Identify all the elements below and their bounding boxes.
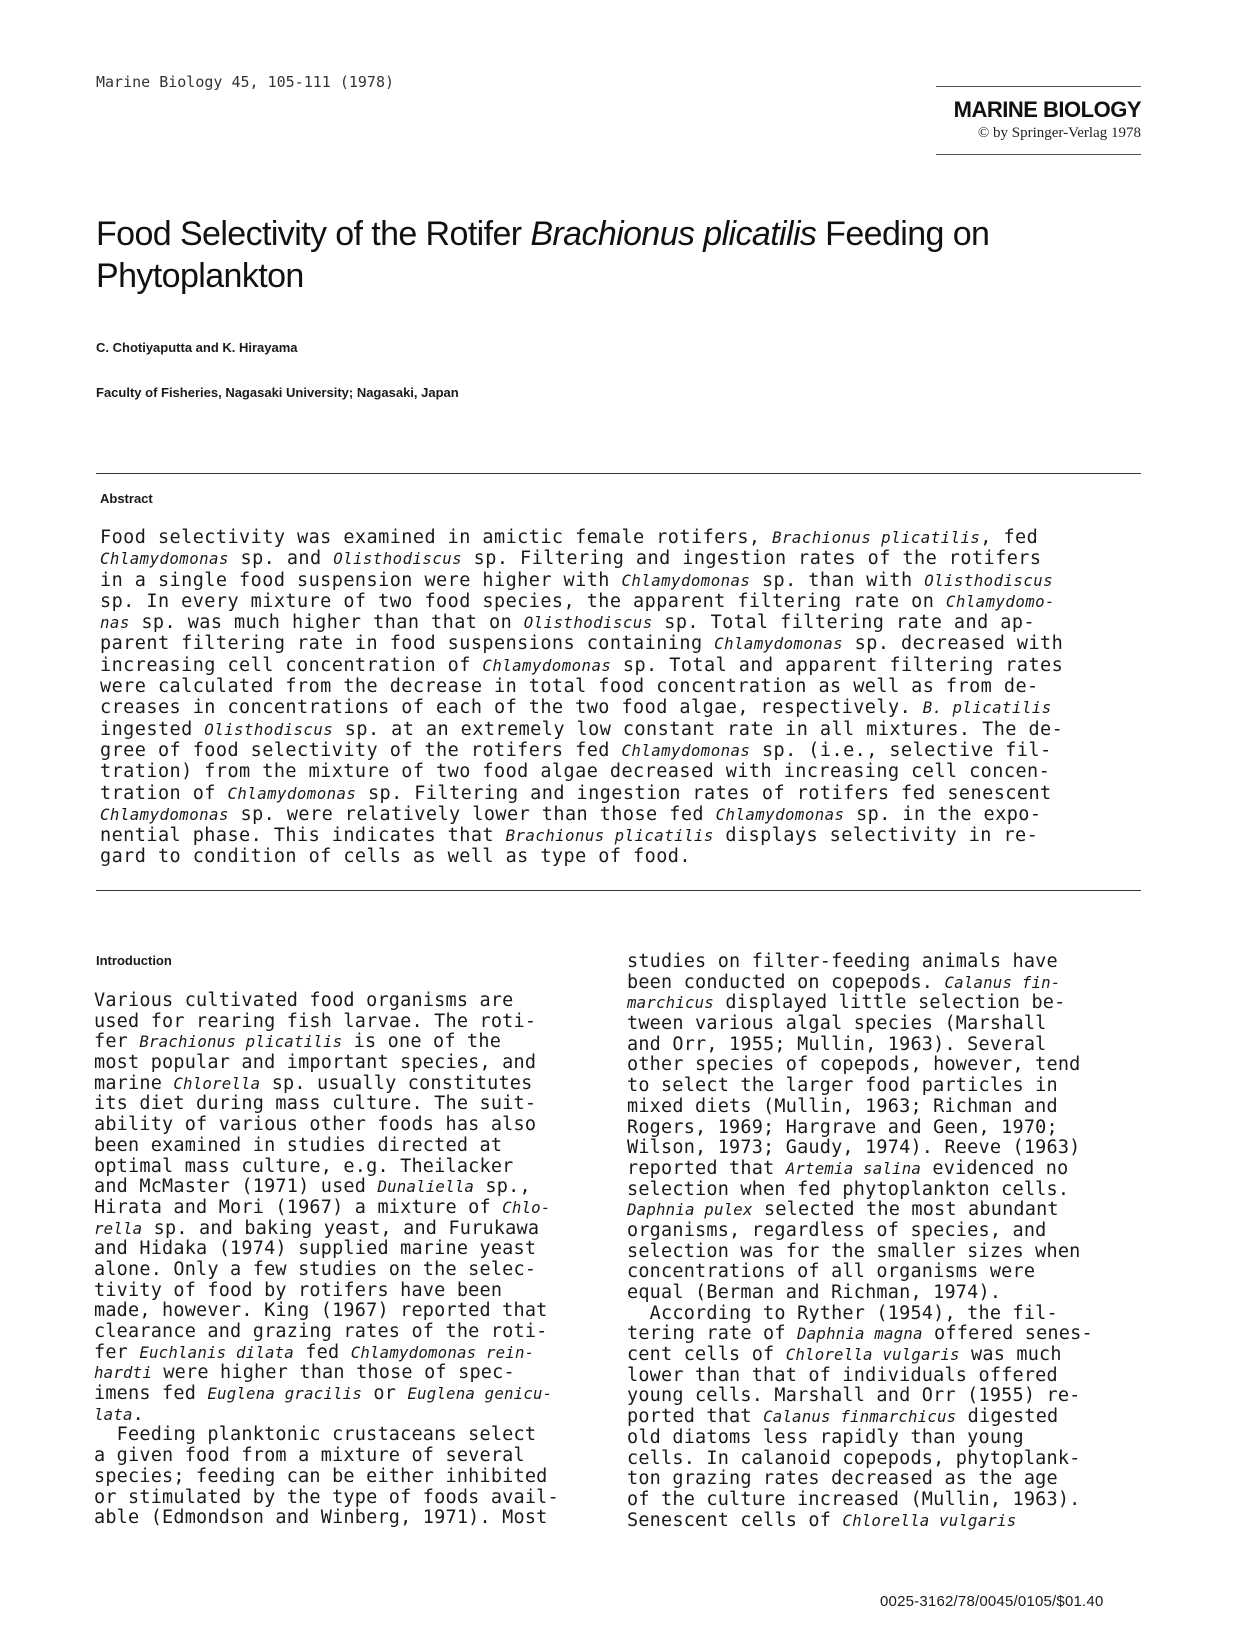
text-line (627, 1449, 1147, 1470)
text-run: sp. and (228, 548, 334, 570)
text-run: alone. Only a few studies on the selec- (94, 1258, 537, 1280)
species-name: rella (94, 1218, 143, 1238)
text-line (94, 1032, 614, 1053)
text-run: Wilson, 1973; Gaudy, 1974). Reeve (1963) (627, 1137, 1081, 1159)
text-run: or (362, 1383, 408, 1405)
species-name: Calanus finmarchicus (763, 1407, 957, 1427)
text-line (627, 1386, 1147, 1407)
text-run: sp. Filtering and ingestion rates of the rotifers (462, 548, 1042, 570)
text-run: sp. Filtering and ingestion rates of rotifers fed senescent (356, 782, 1052, 804)
text-line (100, 846, 1140, 867)
text-run: imens fed (94, 1383, 208, 1405)
text-line (627, 1076, 1147, 1097)
text-run: sp., (474, 1176, 531, 1198)
text-run: tween various algal species (Marshall (627, 1013, 1047, 1035)
text-run: sp. at an extremely low constant rate in all mixtures. The de- (333, 718, 1064, 740)
text-line (627, 1180, 1147, 1201)
text-run: tration) from the mixture of two food algae decreased with increasing cell concen- (100, 761, 1051, 783)
species-name: Chlorella vulgaris (842, 1510, 1017, 1530)
species-name: Daphnia magna (797, 1324, 923, 1344)
text-line (100, 633, 1140, 654)
text-run: cells. In calanoid copepods, phytoplank- (627, 1447, 1081, 1469)
text-line (94, 1012, 614, 1033)
text-run: nential phase. This indicates that (100, 825, 506, 847)
text-line (100, 676, 1140, 697)
text-run: Food selectivity was examined in amictic female rotifers, (100, 527, 773, 548)
text-run: other species of copepods, however, tend (627, 1054, 1081, 1076)
text-line (94, 1301, 614, 1322)
text-line (627, 1200, 1147, 1221)
text-line (94, 1074, 614, 1095)
species-name: Olisthodiscus (204, 719, 334, 739)
species-name: Calanus fin- (944, 972, 1061, 992)
text-run: species; feeding can be either inhibited (94, 1465, 548, 1487)
text-line (94, 991, 614, 1012)
text-run: and Orr, 1955; Mullin, 1963). Several (627, 1033, 1047, 1055)
text-line (94, 1384, 614, 1405)
text-run: offered senes- (922, 1323, 1093, 1345)
text-line (94, 1239, 614, 1260)
text-line (100, 761, 1140, 782)
text-run: been examined in studies directed at (94, 1134, 503, 1156)
text-run: , fed (980, 527, 1039, 548)
text-line (100, 804, 1140, 825)
text-line (94, 1363, 614, 1384)
text-line (100, 570, 1140, 591)
text-run: studies on filter-feeding animals have (627, 951, 1058, 972)
text-line (100, 697, 1140, 718)
species-name: Euchlanis dilata (139, 1342, 294, 1362)
text-run: selection when fed phytoplankton cells. (627, 1178, 1070, 1200)
text-line (94, 1467, 614, 1488)
text-line (627, 952, 1147, 973)
species-name: Chlamydomonas (100, 549, 229, 569)
text-run: optimal mass culture, e.g. Theilacker (94, 1155, 514, 1177)
text-line (627, 1304, 1147, 1325)
abstract-heading: Abstract (100, 491, 153, 506)
text-run: reported that (627, 1157, 786, 1179)
text-run: sp. (i.e., selective fil- (750, 739, 1052, 761)
text-line (627, 1490, 1147, 1511)
text-line (100, 825, 1140, 846)
species-name: B. plicatilis (922, 698, 1052, 718)
text-run: Various cultivated food organisms are (94, 990, 514, 1011)
text-line (100, 740, 1140, 761)
text-run: Rogers, 1969; Hargrave and Geen, 1970; (627, 1116, 1058, 1138)
text-run: organisms, regardless of species, and (627, 1219, 1047, 1241)
text-line (100, 591, 1140, 612)
species-name: Artemia salina (785, 1158, 922, 1178)
text-line (94, 1446, 614, 1467)
text-line (94, 1260, 614, 1281)
text-run: . (132, 1403, 144, 1425)
text-run: fed (293, 1341, 351, 1363)
journal-citation: Marine Biology 45, 105-111 (1978) (96, 73, 395, 91)
author-list: C. Chotiyaputta and K. Hirayama (96, 340, 298, 355)
text-line (100, 527, 1140, 548)
text-line (94, 1343, 614, 1364)
text-run: to select the larger food particles in (627, 1075, 1058, 1097)
text-run: mixed diets (Mullin, 1963; Richman and (627, 1095, 1058, 1117)
text-run: old diatoms less rapidly than young (627, 1426, 1024, 1448)
text-run: sp. usually constitutes (260, 1072, 533, 1094)
species-name: Chlo- (502, 1197, 551, 1217)
text-run: Hirata and Mori (1967) a mixture of (94, 1196, 503, 1218)
text-run: used for rearing fish larvae. The roti- (94, 1010, 537, 1032)
text-line (627, 1283, 1147, 1304)
text-run: Senescent cells of (627, 1509, 843, 1531)
text-run: creases in concentrations of each of the two food algae, respectively. (100, 697, 923, 719)
species-name: Chlamydomonas (100, 804, 229, 824)
species-name: Chlorella vulgaris (785, 1345, 960, 1365)
text-line (627, 993, 1147, 1014)
text-line (94, 1322, 614, 1343)
text-run: sp. In every mixture of two food species, the apparent filtering rate on (100, 590, 946, 612)
text-run: sp. in the expo- (844, 803, 1042, 825)
introduction-column-left (94, 991, 614, 1529)
introduction-heading: Introduction (96, 953, 172, 968)
text-run: digested (956, 1406, 1059, 1428)
text-run: ingested (100, 718, 205, 740)
text-run: increasing cell concentration of (100, 654, 483, 676)
species-name: Olisthodiscus (333, 549, 463, 569)
text-line (100, 655, 1140, 676)
text-run: made, however. King (1967) reported that (94, 1300, 548, 1322)
text-run: able (Edmondson and Winberg, 1971). Most (94, 1507, 548, 1529)
species-name: hardti (94, 1363, 152, 1383)
text-run: sp. Total and apparent filtering rates (611, 654, 1064, 676)
text-run: sp. decreased with (843, 633, 1064, 655)
text-run: ton grazing rates decreased as the age (627, 1468, 1058, 1490)
text-run: a given food from a mixture of several (94, 1445, 525, 1467)
text-run: in a single food suspension were higher with (100, 569, 622, 591)
text-run: equal (Berman and Richman, 1974). (627, 1282, 1002, 1303)
species-name: Euglena genicu- (407, 1384, 553, 1404)
text-run: and Hidaka (1974) supplied marine yeast (94, 1238, 537, 1260)
text-run: fer (94, 1031, 140, 1053)
article-title (96, 213, 996, 297)
text-line (627, 1366, 1147, 1387)
text-run: sp. and baking yeast, and Furukawa (142, 1217, 540, 1239)
text-run: ported that (627, 1406, 764, 1428)
text-line (94, 1508, 614, 1529)
text-line (94, 1425, 614, 1446)
species-name: Olisthodiscus (523, 613, 653, 633)
species-name: Chlamydomonas (482, 655, 612, 675)
abstract-top-rule (96, 473, 1141, 474)
text-line (94, 1198, 614, 1219)
species-name: Brachionus plicatilis (772, 528, 981, 547)
text-line (94, 1053, 614, 1074)
title-text-end: Feeding on Phytoplankton (96, 215, 990, 295)
text-line (627, 1221, 1147, 1242)
text-run: displayed little selection be- (713, 992, 1066, 1014)
text-run: were calculated from the decrease in total food concentration as well as from de- (100, 676, 1039, 698)
text-run: its diet during mass culture. The suit- (94, 1093, 537, 1115)
species-name: Chlamydomonas rein- (350, 1342, 535, 1362)
species-name: Chlamydomonas (715, 804, 845, 824)
text-run: fer (94, 1341, 140, 1363)
text-line (627, 1242, 1147, 1263)
text-run: selected the most abundant (752, 1199, 1059, 1221)
text-line (94, 1405, 614, 1426)
text-line (627, 1138, 1147, 1159)
text-line (627, 1407, 1147, 1428)
text-run: young cells. Marshall and Orr (1955) re- (627, 1385, 1081, 1407)
text-run: most popular and important species, and (94, 1052, 537, 1074)
abstract-body (100, 527, 1140, 868)
text-line (94, 1488, 614, 1509)
text-line (627, 1014, 1147, 1035)
species-name: Brachionus plicatilis (139, 1032, 343, 1052)
species-name: Chlamydomonas (621, 740, 751, 760)
text-line (627, 1035, 1147, 1056)
text-run: displays selectivity in re- (713, 825, 1039, 847)
text-run: cent cells of (627, 1344, 786, 1366)
journal-masthead (936, 86, 1141, 155)
species-name: Chlamydomo- (945, 591, 1055, 611)
text-run: or stimulated by the type of foods avail- (94, 1486, 559, 1508)
title-text-start: Food Selectivity of the Rotifer (96, 215, 531, 253)
text-run: been conducted on copepods. (627, 971, 945, 993)
text-line (627, 1055, 1147, 1076)
text-line (100, 612, 1140, 633)
text-line (627, 1511, 1147, 1532)
text-line (627, 1159, 1147, 1180)
species-name: Chlamydomonas (621, 570, 751, 590)
species-name: Chlorella (173, 1073, 261, 1093)
text-line (94, 1157, 614, 1178)
text-line (627, 1097, 1147, 1118)
abstract-bottom-rule (96, 890, 1141, 891)
text-line (627, 1469, 1147, 1490)
text-run: tering rate of (627, 1323, 798, 1345)
text-run: were higher than those of spec- (151, 1362, 515, 1384)
title-species-name: Brachionus plicatilis (530, 215, 817, 253)
text-run: sp. Total filtering rate and ap- (652, 612, 1036, 634)
text-run: sp. than with (750, 569, 925, 591)
text-run: sp. was much higher than that on (129, 612, 524, 634)
text-line (94, 1115, 614, 1136)
journal-name: MARINE BIOLOGY (953, 97, 1141, 122)
text-line (627, 1428, 1147, 1449)
species-name: Olisthodiscus (924, 570, 1054, 590)
text-run: of the culture increased (Mullin, 1963). (627, 1488, 1081, 1510)
text-line (94, 1219, 614, 1240)
text-run: and McMaster (1971) used (94, 1176, 378, 1198)
publisher-copyright: © by Springer-Verlag 1978 (977, 125, 1141, 141)
text-run: tration of (100, 782, 228, 804)
text-line (94, 1281, 614, 1302)
species-name: Dunaliella (377, 1177, 475, 1197)
text-line (94, 1177, 614, 1198)
species-name: nas (100, 613, 130, 633)
text-run: ability of various other foods has also (94, 1114, 537, 1136)
text-run: Feeding planktonic crustaceans select (94, 1424, 537, 1446)
species-name: lata (94, 1404, 133, 1424)
text-run: was much (959, 1344, 1062, 1366)
species-name: Brachionus plicatilis (505, 826, 714, 846)
species-name: Chlamydomonas (714, 634, 844, 654)
text-run: sp. were relatively lower than those fed (228, 803, 716, 825)
text-line (94, 1136, 614, 1157)
text-run: clearance and grazing rates of the roti- (94, 1321, 548, 1342)
article-code: 0025-3162/78/0045/0105/$01.40 (880, 1593, 1104, 1610)
text-run: concentrations of all organisms were (627, 1261, 1036, 1283)
species-name: Euglena gracilis (207, 1384, 363, 1404)
introduction-column-right (627, 952, 1147, 1531)
text-run: gree of food selectivity of the rotifers fed (100, 739, 622, 761)
text-run: evidenced no (921, 1157, 1069, 1179)
text-line (627, 1324, 1147, 1345)
text-line (627, 1118, 1147, 1139)
text-line (100, 548, 1140, 569)
text-run: According to Ryther (1954), the fil- (627, 1302, 1058, 1324)
text-run: parent filtering rate in food suspensions containing (100, 633, 715, 655)
author-affiliation: Faculty of Fisheries, Nagasaki University; Nagasaki, Japan (96, 385, 459, 400)
text-run: selection was for the smaller sizes when (627, 1240, 1081, 1262)
text-line (94, 1094, 614, 1115)
text-run: marine (94, 1072, 174, 1094)
species-name: marchicus (627, 993, 714, 1013)
text-run: tivity of food by rotifers have been (94, 1279, 503, 1301)
species-name: Chlamydomonas (227, 783, 357, 803)
text-line (627, 973, 1147, 994)
text-line (627, 1262, 1147, 1283)
text-line (100, 783, 1140, 804)
text-run: lower than that of individuals offered (627, 1364, 1058, 1386)
text-line (627, 1345, 1147, 1366)
text-run: is one of the (342, 1031, 502, 1053)
text-run: gard to condition of cells as well as type of food. (100, 846, 691, 868)
text-line (100, 719, 1140, 740)
species-name: Daphnia pulex (627, 1200, 753, 1220)
